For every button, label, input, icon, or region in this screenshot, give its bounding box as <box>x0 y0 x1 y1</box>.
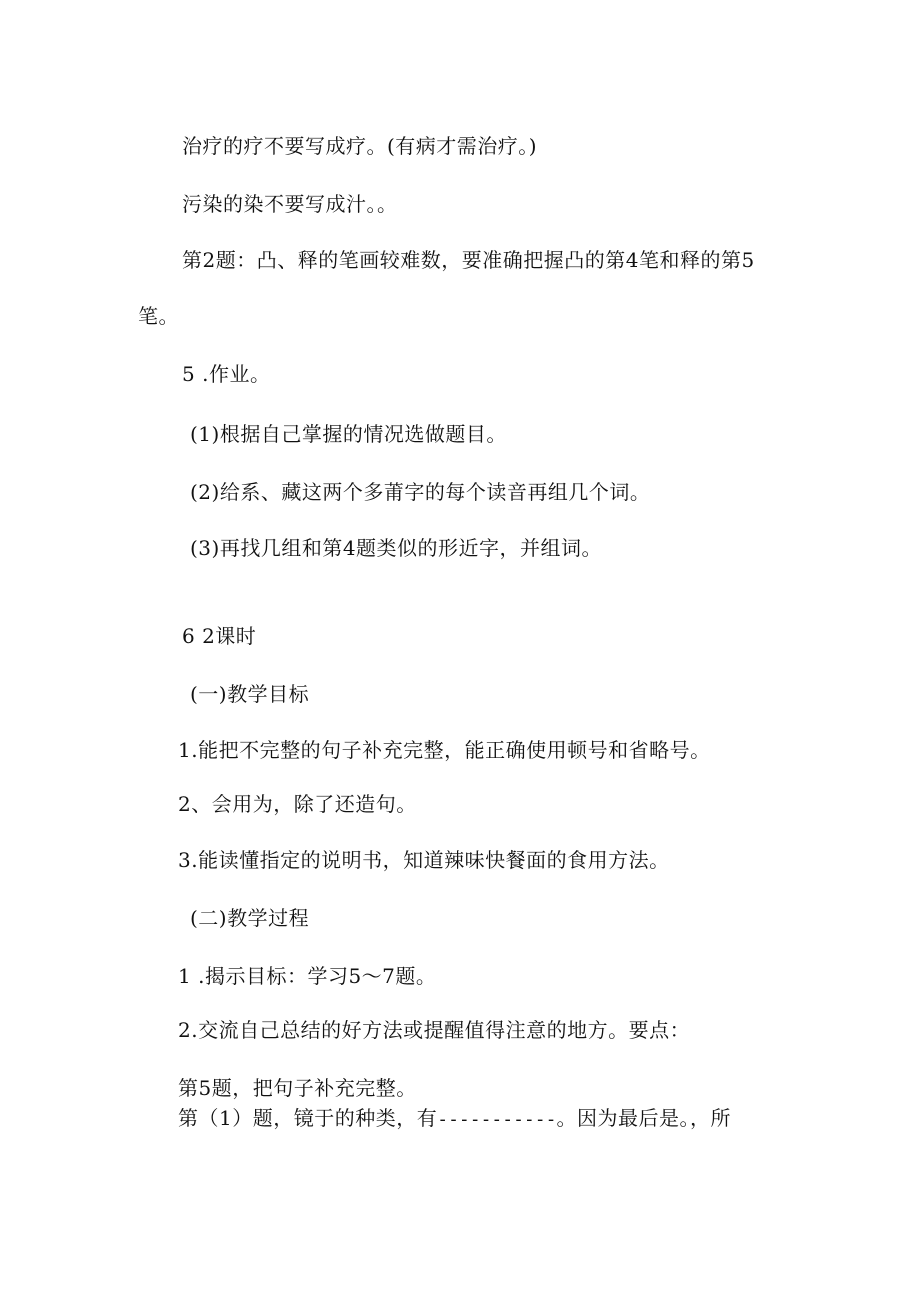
line-18-prefix: 第（1）题，镜于的种类，有 <box>178 1106 438 1130</box>
text-line-4: 笔。 <box>138 304 179 328</box>
line-18-suffix: 。因为最后是。，所 <box>556 1106 731 1130</box>
text-line-3: 第2题：凸、释的笔画较难数，要准确把握凸的第4笔和释的第5 <box>182 248 755 272</box>
text-line-18 <box>178 1104 731 1134</box>
text-line-11: 1.能把不完整的句子补充完整，能正确使用顿号和省略号。 <box>178 738 711 762</box>
text-line-12: 2、会用为，除了还造句。 <box>178 792 417 816</box>
text-line-6: (1)根据自己掌握的情况选做题目。 <box>190 422 507 446</box>
text-line-8: (3)再找几组和第4题类似的形近字，并组词。 <box>190 536 603 560</box>
text-line-7: (2)给系、藏这两个多莆字的每个读音再组几个词。 <box>190 480 651 504</box>
text-line-2: 污染的染不要写成汁。。 <box>182 192 398 216</box>
text-line-5: 5 .作业。 <box>182 362 271 386</box>
text-line-9: 6 2课时 <box>182 624 257 648</box>
section-heading-process: (二)教学过程 <box>190 906 310 930</box>
section-heading-goals: (一)教学目标 <box>190 682 310 706</box>
text-line-1: 治疗的疗不要写成疗。(有病才需治疗。) <box>182 134 538 158</box>
text-line-15: 1 .揭示目标：学习5〜7题。 <box>178 964 437 988</box>
text-line-17: 第5题，把句子补充完整。 <box>178 1076 417 1100</box>
text-line-16: 2.交流自己总结的好方法或提醒值得注意的地方。要点： <box>178 1018 691 1042</box>
text-line-13: 3.能读懂指定的说明书，知道辣味快餐面的食用方法。 <box>178 848 670 872</box>
line-18-dashes: ----------- <box>437 1109 557 1130</box>
